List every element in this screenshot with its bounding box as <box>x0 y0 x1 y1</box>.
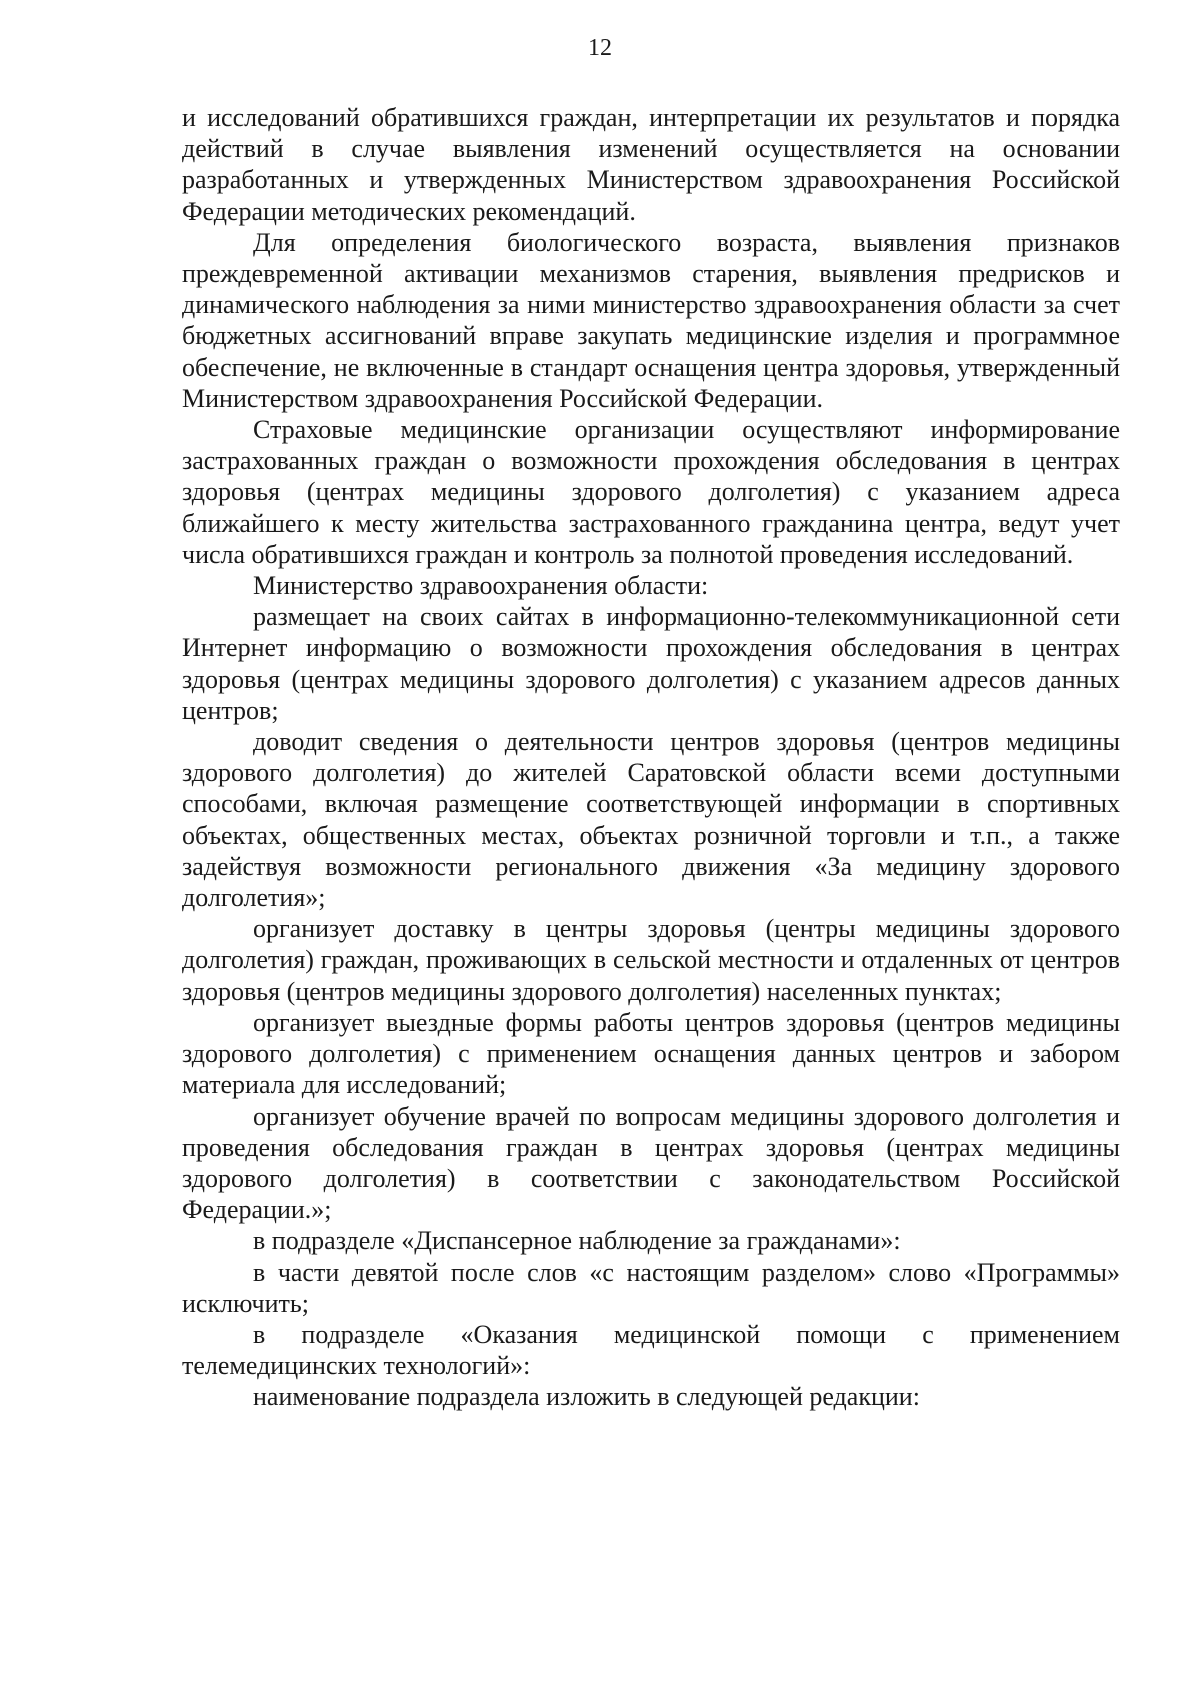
page-number: 12 <box>588 35 612 61</box>
paragraph-12: в подразделе «Оказания медицинской помощи с применением телемедицинских технологий»: <box>182 1319 1120 1381</box>
paragraph-11: в части девятой после слов «с настоящим разделом» слово «Программы» исключить; <box>182 1257 1120 1318</box>
paragraph-9: организует обучение врачей по вопросам медицины здорового долголетия и проведения обследования граждан в центрах здоровья (центрах медицины здорового долголетия) в соответствии с законодательством Российской Федерации.»; <box>182 1101 1120 1225</box>
paragraph-13: наименование подраздела изложить в следующей редакции: <box>253 1382 920 1412</box>
paragraph-2: Для определения биологического возраста, выявления признаков преждевременной активации механизмов старения, выявления предрисков и динамического наблюдения за ними министерство здравоохранения области за счет бюджетных ассигнований вправе закупать медицинские изделия и программное обеспечение, не включенные в стандарт оснащения центра здоровья, утвержденный Министерством здравоохранения Российской Федерации. <box>182 227 1120 413</box>
paragraph-10: в подразделе «Диспансерное наблюдение за гражданами»: <box>253 1226 901 1256</box>
paragraph-7: организует доставку в центры здоровья (центры медицины здорового долголетия) граждан, проживающих в сельской местности и отдаленных от центров здоровья (центров медицины здорового долголетия) населенных пунктах; <box>182 914 1120 1006</box>
paragraph-1: и исследований обратившихся граждан, интерпретации их результатов и порядка действий в случае выявления изменений осуществляется на основании разработанных и утвержденных Министерством здравоохранения Российской Федерации методических рекомендаций. <box>182 103 1120 226</box>
document-body <box>182 102 1120 1413</box>
paragraph-4: Министерство здравоохранения области: <box>253 571 709 601</box>
paragraph-8: организует выездные формы работы центров здоровья (центров медицины здорового долголетия) с применением оснащения данных центров и забором материала для исследований; <box>182 1007 1120 1100</box>
paragraph-5: размещает на своих сайтах в информационно-телекоммуникационной сети Интернет информацию о возможности прохождения обследования в центрах здоровья (центрах медицины здорового долголетия) с указанием адресов данных центров; <box>182 602 1120 725</box>
paragraph-3: Страховые медицинские организации осуществляют информирование застрахованных граждан о возможности прохождения обследования в центрах здоровья (центрах медицины здорового долголетия) с указанием адреса ближайшего к месту жительства застрахованного гражданина центра, ведут учет числа обратившихся граждан и контроль за полнотой проведения исследований. <box>182 415 1120 569</box>
paragraph-6: доводит сведения о деятельности центров здоровья (центров медицины здорового долголетия) до жителей Саратовской области всеми доступными способами, включая размещение соответствующей информации в спортивных объектах, общественных местах, объектах розничной торговли и т.п., а также задействуя возможности регионального движения «За медицину здорового долголетия»; <box>182 727 1120 913</box>
